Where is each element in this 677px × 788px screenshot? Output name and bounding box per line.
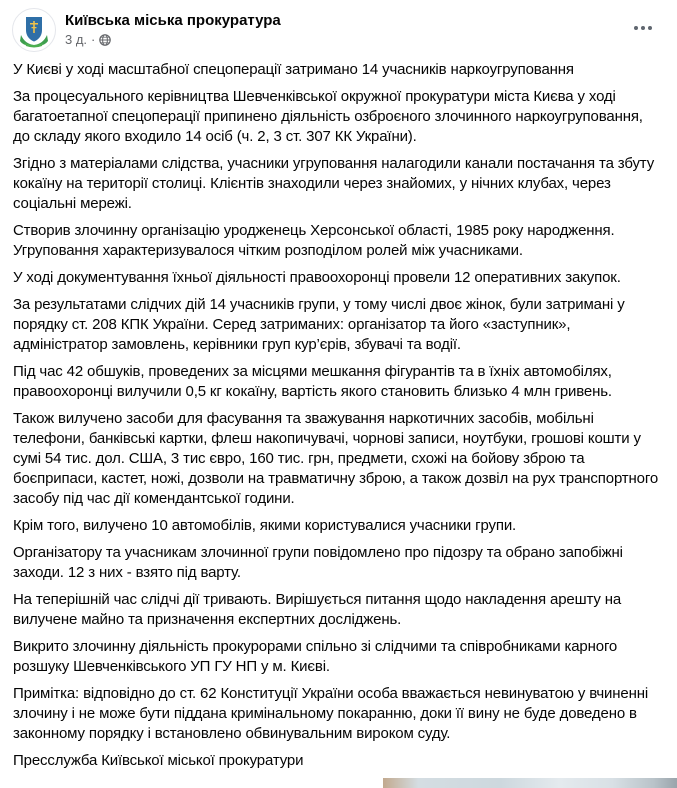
- post-paragraph: За результатами слідчих дій 14 учасників групи, у тому числі двоє жінок, були затримані у порядку ст. 208 КПК України. Серед затриманих: організатор та його «заступник», адміністратор замовлень, керівники груп кур’єрів, збувачі та водії.: [13, 296, 625, 353]
- post-meta-line: [65, 32, 625, 48]
- prosecutor-crest-icon: [12, 8, 56, 52]
- post-paragraph: У ході документування їхньої діяльності правоохоронці провели 12 оперативних закупок.: [13, 269, 621, 286]
- post-paragraph: У Києві у ході масштабної спецоперації затримано 14 учасників наркоугруповання: [13, 61, 574, 78]
- post-body-text: [0, 52, 677, 771]
- globe-icon: [99, 34, 111, 46]
- post-paragraph: Організатору та учасникам злочинної групи повідомлено про підозру та обрано запобіжні заходи. 12 з них - взято під варту.: [13, 544, 623, 581]
- post-paragraph: За процесуального керівництва Шевченківської окружної прокуратури міста Києва у ході багатоетапної спецоперації припинено діяльність озброєного злочинного наркоугруповання, до складу якого входило 14 осіб (ч. 2, 3 ст. 307 КК України).: [13, 88, 643, 145]
- post-paragraph: Створив злочинну організацію уродженець Херсонської області, 1985 року народження. Угруповання характеризувалося чітким розподілом ролей між учасниками.: [13, 222, 615, 259]
- ellipsis-icon: [634, 26, 638, 30]
- post-paragraph: Крім того, вилучено 10 автомобілів, якими користувалися учасники групи.: [13, 517, 517, 534]
- post-paragraph: Примітка: відповідно до ст. 62 Конституції України особа вважається невинуватою у вчиненні злочину і не може бути піддана кримінальному покаранню, доки її вину не буде доведено в законному порядку і встановлено обвинувальним вироком суду.: [13, 685, 649, 742]
- more-options-button[interactable]: [625, 16, 661, 40]
- post-timestamp[interactable]: 3 д.: [65, 32, 88, 47]
- header-meta: [65, 8, 625, 48]
- post-paragraph: Викрито злочинну діяльність прокурорами спільно зі слідчими та співробниками карного розшуку Шевченківського УП ГУ НП у м. Києві.: [13, 638, 618, 675]
- meta-separator: ·: [91, 32, 96, 47]
- attached-photo-left[interactable]: [0, 778, 380, 788]
- post-paragraph: На теперішній час слідчі дії тривають. Вирішується питання щодо накладення арешту на вилучене майно та призначення експертних досліджень.: [13, 591, 622, 628]
- post-paragraph: Згідно з матеріалами слідства, учасники угруповання налагодили канали постачання та збуту кокаїну на території столиці. Клієнтів знаходили через знайомих, у нічних клубах, через соціальні мережі.: [13, 155, 655, 212]
- page-name-link[interactable]: Київська міська прокуратура: [65, 12, 281, 29]
- attached-photo-strip[interactable]: [0, 778, 677, 788]
- page-avatar[interactable]: [12, 8, 56, 52]
- post-paragraph: Під час 42 обшуків, проведених за місцями мешкання фігурантів та в їхніх автомобілях, правоохоронці вилучили 0,5 кг кокаїну, вартість якого становить близько 4 млн гривень.: [13, 363, 612, 400]
- post-header: [0, 0, 677, 52]
- post-paragraph: Також вилучено засоби для фасування та зважування наркотичних засобів, мобільні телефони, банківські картки, флеш накопичувачі, чорнові записи, ноутбуки, грошові кошти у сумі 54 тис. дол. США, 3 тис євро, 160 тис. грн, предмети, схожі на бойову зброю та боєприпаси, кастет, ножі, дозволи на травматичну зброю, а також дозвіл на рух транспортного засобу під час дії комендантської години.: [13, 410, 659, 507]
- ellipsis-icon: [648, 26, 652, 30]
- ellipsis-icon: [641, 26, 645, 30]
- attached-photo-right[interactable]: [383, 778, 677, 788]
- post-paragraph: Пресслужба Київської міської прокуратури: [13, 752, 304, 769]
